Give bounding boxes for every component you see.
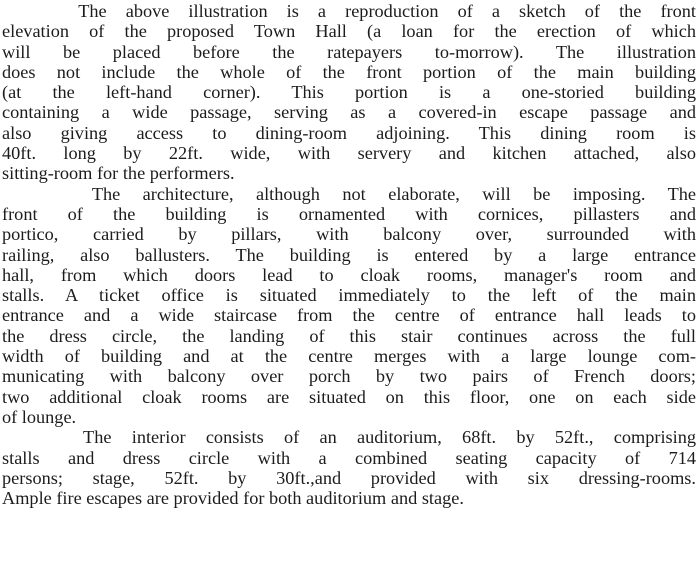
text-line: stalls and dress circle with a combined seating capacity of 714 <box>2 447 696 468</box>
text-line: the dress circle, the landing of this stair continues across the full <box>2 325 696 346</box>
text-line: will be placed before the ratepayers to-morrow). The illustration <box>2 41 696 62</box>
text-line: containing a wide passage, serving as a covered-in escape passage and <box>2 102 696 123</box>
text-line: (at the left-hand corner). This portion is a one-storied building <box>2 82 696 103</box>
text-line: Ample fire escapes are provided for both auditorium and stage. <box>2 488 464 509</box>
text-line: two additional cloak rooms are situated on this floor, one on each side <box>2 386 696 407</box>
text-line: entrance and a wide staircase from the centre of entrance hall leads to <box>2 305 696 326</box>
text-line: hall, from which doors lead to cloak rooms, manager's room and <box>2 264 696 285</box>
text-line: stalls. A ticket office is situated immediately to the left of the main <box>2 285 696 306</box>
text-line: sitting-room for the performers. <box>2 163 235 184</box>
text-line: municating with balcony over porch by two pairs of French doors; <box>2 366 696 387</box>
text-line: 40ft. long by 22ft. wide, with servery and kitchen attached, also <box>2 143 696 164</box>
text-line: also giving access to dining-room adjoining. This dining room is <box>2 122 696 143</box>
text-line: The architecture, although not elaborate, will be imposing. The <box>2 183 696 204</box>
text-line: elevation of the proposed Town Hall (a loan for the erection of which <box>2 21 696 42</box>
text-line: front of the building is ornamented with cornices, pillasters and <box>2 203 696 224</box>
text-line: portico, carried by pillars, with balcony over, surrounded with <box>2 224 696 245</box>
text-line: railing, also ballusters. The building is entered by a large entrance <box>2 244 696 265</box>
text-line: The above illustration is a reproduction of a sketch of the front <box>2 1 696 21</box>
paragraph-illustration-description <box>2 1 696 184</box>
text-line: width of building and at the centre merges with a large lounge com- <box>2 346 696 367</box>
paragraph-interior <box>2 427 696 508</box>
text-line: of lounge. <box>2 406 77 427</box>
text-line: does not include the whole of the front portion of the main building <box>2 61 696 82</box>
text-line: persons; stage, 52ft. by 30ft.,and provided with six dressing-rooms. <box>2 467 696 488</box>
paragraph-architecture <box>2 184 696 428</box>
text-line: The interior consists of an auditorium, 68ft. by 52ft., comprising <box>2 427 696 448</box>
